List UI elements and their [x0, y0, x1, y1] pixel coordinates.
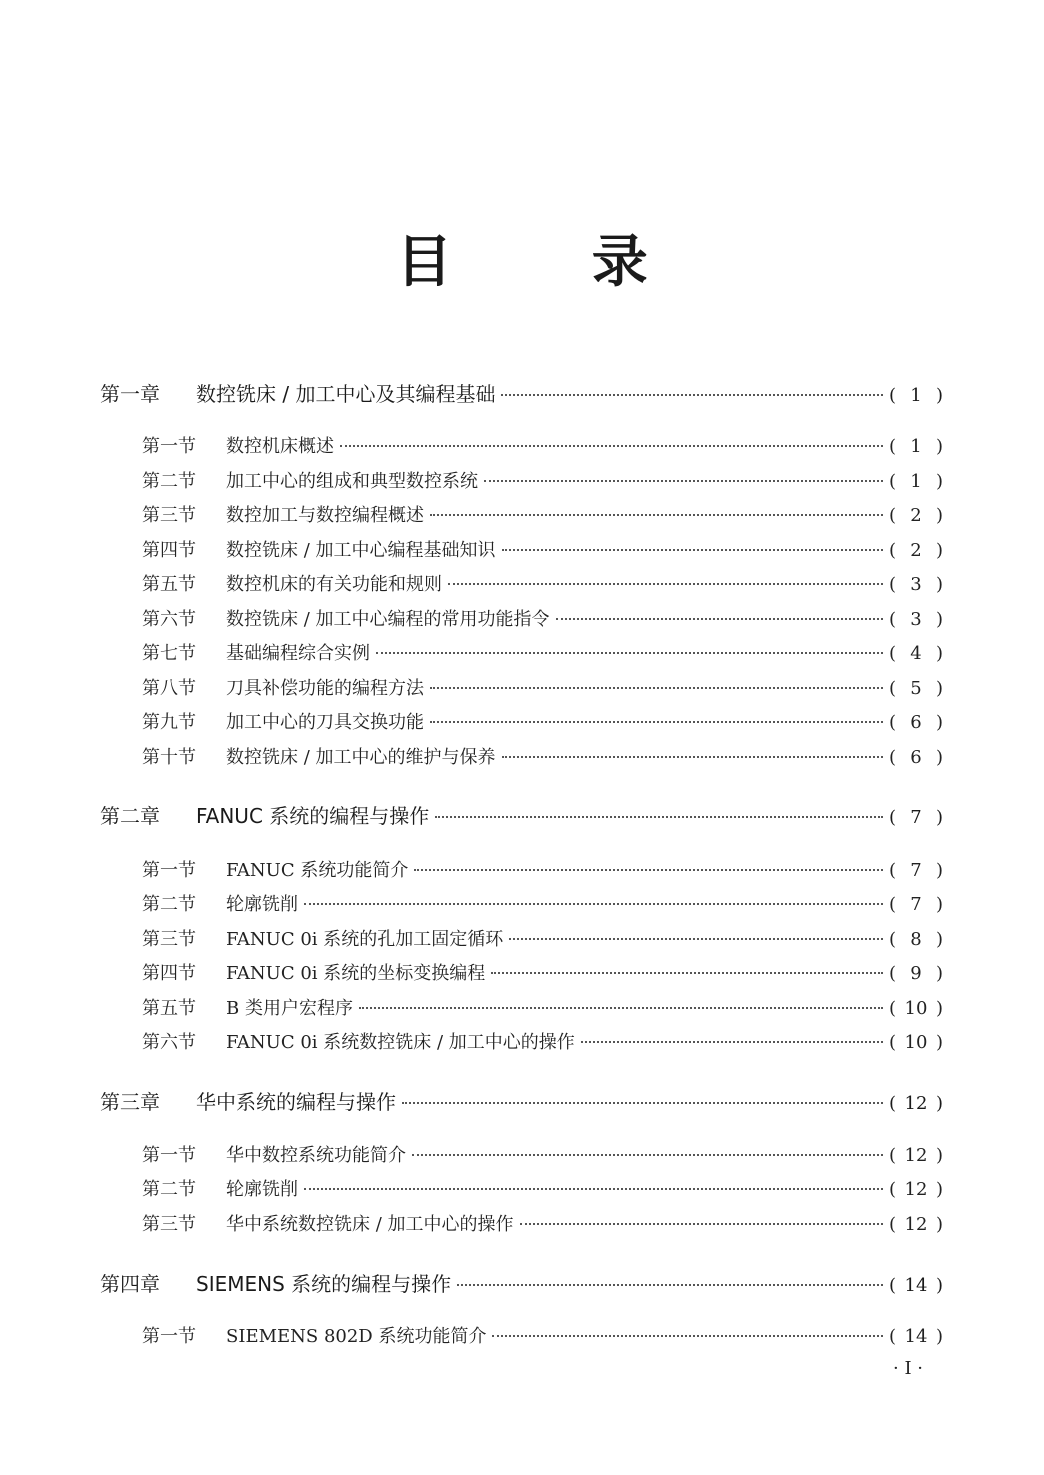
section-label: 第十节 — [142, 747, 196, 768]
toc-section-entry[interactable] — [142, 432, 943, 458]
page-reference: ( 1 ) — [888, 436, 943, 457]
page-reference: ( 12 ) — [888, 1179, 943, 1200]
page-reference: ( 7 ) — [888, 860, 943, 881]
toc-section-entry[interactable] — [142, 1028, 943, 1054]
page-number: 2 — [910, 505, 922, 526]
leader-dots — [304, 1187, 883, 1190]
toc-section-entry[interactable] — [142, 467, 943, 493]
page-reference: ( 6 ) — [888, 747, 943, 768]
section-label: 第一节 — [142, 1145, 196, 1166]
toc-section-entry[interactable] — [142, 1141, 943, 1167]
section-label: 第二节 — [142, 894, 196, 915]
page-number: 9 — [910, 963, 922, 984]
chapter-label: 第二章 — [100, 804, 160, 828]
section-label: 第五节 — [142, 574, 196, 595]
page-number: 3 — [910, 609, 922, 630]
page-number: 12 — [904, 1093, 928, 1114]
page-number: 7 — [910, 894, 922, 915]
section-label: 第一节 — [142, 436, 196, 457]
leader-dots — [492, 1334, 882, 1337]
toc-chapter-entry[interactable] — [100, 378, 943, 407]
toc-section-entry[interactable] — [142, 1322, 943, 1348]
section-title: 数控铣床 / 加工中心的维护与保养 — [226, 747, 496, 768]
section-label: 第二节 — [142, 471, 196, 492]
toc-section-entry[interactable] — [142, 1175, 943, 1201]
page-title: 目 录 — [396, 230, 708, 295]
leader-dots — [581, 1040, 883, 1043]
page-reference: ( 7 ) — [888, 894, 943, 915]
section-label: 第一节 — [142, 860, 196, 881]
page-number: 14 — [904, 1275, 928, 1296]
page-number: 3 — [910, 574, 922, 595]
leader-dots — [520, 1222, 883, 1225]
toc-chapter-entry[interactable] — [100, 1268, 943, 1297]
section-title: SIEMENS 802D 系统功能简介 — [226, 1326, 487, 1347]
toc-section-entry[interactable] — [142, 743, 943, 769]
section-title: 数控铣床 / 加工中心编程的常用功能指令 — [226, 609, 550, 630]
section-label: 第五节 — [142, 998, 196, 1019]
leader-dots — [435, 815, 883, 818]
section-label: 第八节 — [142, 678, 196, 699]
leader-dots — [457, 1283, 883, 1286]
page-number: 14 — [904, 1326, 928, 1347]
section-title: FANUC 0i 系统的孔加工固定循环 — [226, 929, 504, 950]
section-title: 轮廓铣削 — [226, 894, 298, 915]
page-reference: ( 5 ) — [888, 678, 943, 699]
section-title: FANUC 0i 系统数控铣床 / 加工中心的操作 — [226, 1032, 575, 1053]
section-label: 第六节 — [142, 609, 196, 630]
section-label: 第四节 — [142, 540, 196, 561]
page-reference: ( 3 ) — [888, 574, 943, 595]
page-reference: ( 10 ) — [888, 998, 943, 1019]
page-reference: ( 12 ) — [888, 1093, 943, 1114]
page-number: 7 — [910, 807, 922, 828]
page-reference: ( 7 ) — [888, 807, 943, 828]
page-reference: ( 2 ) — [888, 540, 943, 561]
section-title: FANUC 系统功能简介 — [226, 860, 409, 881]
toc-section-entry[interactable] — [142, 925, 943, 951]
toc-section-entry[interactable] — [142, 994, 943, 1020]
section-title: 华中数控系统功能简介 — [226, 1145, 406, 1166]
leader-dots — [359, 1006, 883, 1009]
page-reference: ( 14 ) — [888, 1275, 943, 1296]
page-reference: ( 12 ) — [888, 1145, 943, 1166]
page-number: 12 — [904, 1214, 928, 1235]
section-title: 刀具补偿功能的编程方法 — [226, 678, 424, 699]
section-title: 数控铣床 / 加工中心编程基础知识 — [226, 540, 496, 561]
leader-dots — [448, 582, 883, 585]
toc-section-entry[interactable] — [142, 890, 943, 916]
page-number: 6 — [910, 712, 922, 733]
toc-section-entry[interactable] — [142, 856, 943, 882]
page-number: 1 — [910, 471, 922, 492]
page-number: 7 — [910, 860, 922, 881]
page-number-footer: · I · — [893, 1358, 923, 1379]
toc-section-entry[interactable] — [142, 708, 943, 734]
section-label: 第三节 — [142, 1214, 196, 1235]
page-reference: ( 4 ) — [888, 643, 943, 664]
toc-section-entry[interactable] — [142, 501, 943, 527]
leader-dots — [412, 1153, 883, 1156]
leader-dots — [402, 1101, 883, 1104]
section-title: 数控机床概述 — [226, 436, 334, 457]
leader-dots — [376, 651, 883, 654]
toc-section-entry[interactable] — [142, 570, 943, 596]
section-title: FANUC 0i 系统的坐标变换编程 — [226, 963, 486, 984]
leader-dots — [414, 868, 883, 871]
leader-dots — [556, 617, 883, 620]
toc-chapter-entry[interactable] — [100, 1086, 943, 1115]
section-label: 第三节 — [142, 929, 196, 950]
page-number: 2 — [910, 540, 922, 561]
page-number: 1 — [910, 436, 922, 457]
section-title: 轮廓铣削 — [226, 1179, 298, 1200]
page-number: 12 — [904, 1145, 928, 1166]
toc-section-entry[interactable] — [142, 639, 943, 665]
page-number: 8 — [910, 929, 922, 950]
toc-section-entry[interactable] — [142, 536, 943, 562]
leader-dots — [502, 548, 883, 551]
toc-chapter-entry[interactable] — [100, 800, 943, 829]
leader-dots — [430, 686, 883, 689]
chapter-title: 华中系统的编程与操作 — [196, 1090, 396, 1114]
chapter-title: FANUC 系统的编程与操作 — [196, 804, 430, 828]
chapter-label: 第三章 — [100, 1090, 160, 1114]
section-title: 加工中心的组成和典型数控系统 — [226, 471, 478, 492]
page-number: 10 — [904, 1032, 928, 1053]
toc-section-entry[interactable] — [142, 605, 943, 631]
leader-dots — [509, 937, 883, 940]
chapter-label: 第一章 — [100, 382, 160, 406]
chapter-title: 数控铣床 / 加工中心及其编程基础 — [196, 382, 496, 406]
leader-dots — [484, 479, 883, 482]
section-label: 第七节 — [142, 643, 196, 664]
section-title: 加工中心的刀具交换功能 — [226, 712, 424, 733]
section-label: 第四节 — [142, 963, 196, 984]
leader-dots — [501, 393, 882, 396]
section-title: 华中系统数控铣床 / 加工中心的操作 — [226, 1214, 514, 1235]
section-label: 第三节 — [142, 505, 196, 526]
section-title: 数控机床的有关功能和规则 — [226, 574, 442, 595]
page-reference: ( 8 ) — [888, 929, 943, 950]
section-label: 第九节 — [142, 712, 196, 733]
leader-dots — [340, 444, 883, 447]
section-title: 基础编程综合实例 — [226, 643, 370, 664]
page-reference: ( 3 ) — [888, 609, 943, 630]
section-label: 第六节 — [142, 1032, 196, 1053]
section-label: 第一节 — [142, 1326, 196, 1347]
section-title: B 类用户宏程序 — [226, 998, 353, 1019]
page-number: 5 — [910, 678, 922, 699]
toc-section-entry[interactable] — [142, 1210, 943, 1236]
page-number: 10 — [904, 998, 928, 1019]
page-reference: ( 1 ) — [888, 385, 943, 406]
page-reference: ( 14 ) — [888, 1326, 943, 1347]
page-reference: ( 6 ) — [888, 712, 943, 733]
page-reference: ( 10 ) — [888, 1032, 943, 1053]
page-reference: ( 12 ) — [888, 1214, 943, 1235]
toc-section-entry[interactable] — [142, 674, 943, 700]
leader-dots — [430, 720, 883, 723]
chapter-title: SIEMENS 系统的编程与操作 — [196, 1272, 452, 1296]
section-label: 第二节 — [142, 1179, 196, 1200]
page-number: 12 — [904, 1179, 928, 1200]
page-number: 4 — [910, 643, 922, 664]
leader-dots — [502, 755, 883, 758]
leader-dots — [430, 513, 883, 516]
leader-dots — [491, 971, 883, 974]
toc-section-entry[interactable] — [142, 959, 943, 985]
page-reference: ( 2 ) — [888, 505, 943, 526]
leader-dots — [304, 902, 883, 905]
page-reference: ( 1 ) — [888, 471, 943, 492]
page-number: 6 — [910, 747, 922, 768]
page-reference: ( 9 ) — [888, 963, 943, 984]
chapter-label: 第四章 — [100, 1272, 160, 1296]
page-number: 1 — [910, 385, 922, 406]
section-title: 数控加工与数控编程概述 — [226, 505, 424, 526]
